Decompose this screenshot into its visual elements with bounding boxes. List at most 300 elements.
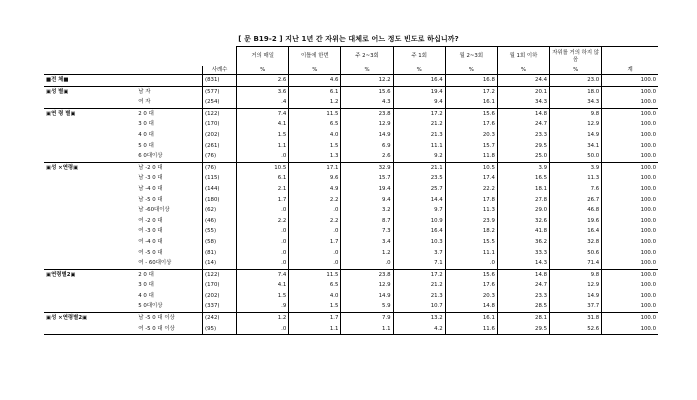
percent-cell: 100.0 xyxy=(602,195,658,206)
percent-cell: 7.3 xyxy=(341,226,393,237)
percent-cell: 1.7 xyxy=(289,313,341,324)
percent-cell: 14.9 xyxy=(341,130,393,141)
percent-cell: 1.1 xyxy=(289,324,341,335)
row-sub-label: 남 자 xyxy=(132,86,202,97)
percent-cell: 100.0 xyxy=(602,119,658,130)
table-row xyxy=(44,108,658,119)
percent-cell: 16.5 xyxy=(497,173,549,184)
percent-cell: 16.8 xyxy=(445,75,497,87)
row-sub-label: 2 0 대 xyxy=(132,269,202,280)
percent-cell: 2.2 xyxy=(237,216,289,227)
percent-cell: 15.6 xyxy=(445,108,497,119)
percent-cell: 17.1 xyxy=(289,162,341,173)
percent-cell: .0 xyxy=(237,151,289,162)
table-body xyxy=(44,75,658,335)
percent-cell: 100.0 xyxy=(602,237,658,248)
percent-cell: 41.8 xyxy=(497,226,549,237)
percent-cell: 23.8 xyxy=(341,269,393,280)
percent-cell: 17.4 xyxy=(445,173,497,184)
table-row xyxy=(44,75,658,87)
percent-cell: 16.1 xyxy=(445,97,497,108)
row-group-label xyxy=(44,119,132,130)
percent-cell: 12.2 xyxy=(341,75,393,87)
percent-cell: 17.8 xyxy=(445,195,497,206)
row-group-label: ■전 체■ xyxy=(46,77,69,83)
percent-cell: 14.8 xyxy=(497,269,549,280)
percent-cell: 100.0 xyxy=(602,216,658,227)
percent-cell: 1.3 xyxy=(289,151,341,162)
column-header: 거의 매일 xyxy=(237,47,289,67)
percent-cell: 100.0 xyxy=(602,184,658,195)
column-header xyxy=(602,47,658,67)
percent-cell: 7.6 xyxy=(550,184,602,195)
percent-cell: 4.2 xyxy=(393,324,445,335)
row-sub-label: 여 자 xyxy=(138,99,151,106)
table-title: [ 문 B19-2 ] 지난 1년 간 자위는 대체로 어느 정도 빈도로 하십니까? xyxy=(238,35,459,43)
percent-cell: 1.5 xyxy=(237,291,289,302)
row-group-label xyxy=(44,291,132,302)
percent-cell: 100.0 xyxy=(602,226,658,237)
percent-cell: 7.4 xyxy=(237,269,289,280)
table-row xyxy=(44,195,658,206)
percent-cell: 10.5 xyxy=(237,162,289,173)
n-header: 사례수 xyxy=(203,66,237,75)
percent-cell: 9.7 xyxy=(393,205,445,216)
row-sub-label: 남 -5 0 대 이상 xyxy=(132,313,202,324)
sample-count-cell: (242) xyxy=(203,313,237,324)
table-row xyxy=(44,151,658,162)
percent-cell: 17.2 xyxy=(445,86,497,97)
percent-cell: 14.8 xyxy=(445,301,497,312)
percent-cell: 7.1 xyxy=(393,258,445,269)
sample-count-cell: (831) xyxy=(203,75,237,87)
percent-cell: 100.0 xyxy=(602,269,658,280)
sample-count-cell: (337) xyxy=(203,301,237,312)
percent-cell: 4.0 xyxy=(289,291,341,302)
table-row xyxy=(44,184,658,195)
percent-cell: 100.0 xyxy=(602,258,658,269)
sample-count-cell: (261) xyxy=(203,141,237,152)
percent-cell: 9.4 xyxy=(393,97,445,108)
percent-cell: 4.9 xyxy=(289,184,341,195)
row-group-label xyxy=(44,130,132,141)
table-row xyxy=(44,291,658,302)
table-row xyxy=(44,301,658,312)
percent-cell: 1.1 xyxy=(237,141,289,152)
sample-count-cell: (81) xyxy=(203,248,237,259)
percent-cell: 12.9 xyxy=(550,280,602,291)
percent-cell: 1.5 xyxy=(237,130,289,141)
percent-cell: 18.2 xyxy=(445,226,497,237)
table-row xyxy=(44,258,658,269)
table-row xyxy=(44,216,658,227)
percent-cell: .0 xyxy=(289,248,341,259)
row-sub-label: 남 -60대이상 xyxy=(138,207,170,214)
percent-cell: 9.8 xyxy=(550,269,602,280)
header-labels-row xyxy=(44,47,658,67)
percent-cell: 3.6 xyxy=(237,86,289,97)
percent-cell: 14.3 xyxy=(497,258,549,269)
percent-cell: 2.1 xyxy=(237,184,289,195)
row-sub-label: 여 - 60대이상 xyxy=(138,260,172,267)
sample-count-cell: (180) xyxy=(203,195,237,206)
percent-cell: 11.5 xyxy=(289,269,341,280)
table-row xyxy=(44,226,658,237)
percent-cell: 9.2 xyxy=(393,151,445,162)
row-group-label xyxy=(44,173,132,184)
table-row xyxy=(44,173,658,184)
row-group-label xyxy=(44,324,132,335)
percent-cell: 17.6 xyxy=(445,280,497,291)
sample-count-cell: (76) xyxy=(203,151,237,162)
percent-cell: 33.3 xyxy=(497,248,549,259)
percent-cell: 28.5 xyxy=(497,301,549,312)
percent-cell: 11.1 xyxy=(445,248,497,259)
row-group-label xyxy=(44,237,132,248)
table-row xyxy=(44,237,658,248)
percent-cell: 21.3 xyxy=(393,291,445,302)
percent-cell: 1.5 xyxy=(289,301,341,312)
percent-cell: 3.9 xyxy=(497,162,549,173)
percent-cell: 9.8 xyxy=(550,108,602,119)
sample-count-cell: (122) xyxy=(203,108,237,119)
percent-cell: 100.0 xyxy=(602,205,658,216)
table-row xyxy=(44,205,658,216)
row-group-label xyxy=(44,97,132,108)
percent-cell: 11.1 xyxy=(393,141,445,152)
percent-cell: 100.0 xyxy=(602,130,658,141)
percent-cell: 14.4 xyxy=(393,195,445,206)
percent-cell: 2.6 xyxy=(341,151,393,162)
row-group-label xyxy=(44,280,132,291)
percent-cell: 6.9 xyxy=(341,141,393,152)
table-row xyxy=(44,130,658,141)
percent-cell: 4.6 xyxy=(289,75,341,87)
row-sub-label: 4 0 대 xyxy=(138,131,154,138)
sample-count-cell: (254) xyxy=(203,97,237,108)
table-row xyxy=(44,324,658,335)
percent-cell: 4.1 xyxy=(237,280,289,291)
percent-cell: 20.1 xyxy=(497,86,549,97)
percent-cell: 21.2 xyxy=(393,280,445,291)
sample-count-cell: (122) xyxy=(203,269,237,280)
unit-label: % xyxy=(445,66,497,75)
percent-cell: 37.7 xyxy=(550,301,602,312)
percent-cell: 9.4 xyxy=(341,195,393,206)
percent-cell: 14.9 xyxy=(550,130,602,141)
crosstab-table xyxy=(44,46,658,335)
table-row xyxy=(44,162,658,173)
percent-cell: 11.6 xyxy=(445,324,497,335)
sample-count-cell: (577) xyxy=(203,86,237,97)
row-group-label xyxy=(44,216,132,227)
percent-cell: 20.3 xyxy=(445,130,497,141)
percent-cell: 12.9 xyxy=(341,280,393,291)
percent-cell: 21.2 xyxy=(393,119,445,130)
percent-cell: 50.0 xyxy=(550,151,602,162)
row-group-label xyxy=(44,195,132,206)
percent-cell: .4 xyxy=(237,97,289,108)
percent-cell: .0 xyxy=(237,248,289,259)
row-group-label xyxy=(44,141,132,152)
sample-count-cell: (76) xyxy=(203,162,237,173)
table-row xyxy=(44,141,658,152)
row-group-label: ▣성 ×연령별2▣ xyxy=(44,313,132,324)
percent-cell: 11.3 xyxy=(550,173,602,184)
percent-cell: 24.7 xyxy=(497,119,549,130)
percent-cell: 50.6 xyxy=(550,248,602,259)
row-group-label: ▣연 령 별▣ xyxy=(44,108,132,119)
percent-cell: 32.9 xyxy=(341,162,393,173)
percent-cell: 100.0 xyxy=(602,291,658,302)
table-row xyxy=(44,280,658,291)
table-row xyxy=(44,269,658,280)
percent-cell: 9.6 xyxy=(289,173,341,184)
percent-cell: 1.2 xyxy=(341,248,393,259)
row-sub-label xyxy=(132,75,202,87)
percent-cell: 14.9 xyxy=(341,291,393,302)
percent-cell: 16.4 xyxy=(393,226,445,237)
sample-count-cell: (55) xyxy=(203,226,237,237)
percent-cell: .0 xyxy=(237,324,289,335)
percent-cell: 29.5 xyxy=(497,141,549,152)
row-group-label: ▣성 ×연령▣ xyxy=(44,162,132,173)
column-header: 월 1회 이하 xyxy=(497,47,549,67)
sample-count-cell: (202) xyxy=(203,130,237,141)
percent-cell: 52.6 xyxy=(550,324,602,335)
percent-cell: 1.5 xyxy=(289,141,341,152)
row-sub-label: 6 0대이상 xyxy=(138,153,163,160)
percent-cell: .0 xyxy=(445,258,497,269)
row-group-label xyxy=(44,184,132,195)
percent-cell: 11.5 xyxy=(289,108,341,119)
percent-cell: 100.0 xyxy=(602,75,658,87)
percent-cell: 25.7 xyxy=(393,184,445,195)
table-header xyxy=(44,47,658,75)
percent-cell: .0 xyxy=(237,258,289,269)
percent-cell: 15.5 xyxy=(445,237,497,248)
sample-count-cell: (115) xyxy=(203,173,237,184)
percent-cell: 3.2 xyxy=(341,205,393,216)
percent-cell: 23.8 xyxy=(341,108,393,119)
percent-cell: 100.0 xyxy=(602,97,658,108)
percent-cell: 32.6 xyxy=(497,216,549,227)
percent-cell: 6.5 xyxy=(289,119,341,130)
percent-cell: 11.8 xyxy=(445,151,497,162)
percent-cell: 32.8 xyxy=(550,237,602,248)
percent-cell: 19.4 xyxy=(393,86,445,97)
unit-label: % xyxy=(393,66,445,75)
percent-cell: 15.7 xyxy=(341,173,393,184)
percent-cell: 12.9 xyxy=(550,119,602,130)
percent-cell: 15.6 xyxy=(445,269,497,280)
percent-cell: 100.0 xyxy=(602,162,658,173)
total-column-header: 계 xyxy=(602,66,658,75)
percent-cell: 22.2 xyxy=(445,184,497,195)
percent-cell: 20.3 xyxy=(445,291,497,302)
percent-cell: 23.3 xyxy=(497,291,549,302)
percent-cell: 100.0 xyxy=(602,248,658,259)
percent-cell: 10.9 xyxy=(393,216,445,227)
percent-cell: 34.1 xyxy=(550,141,602,152)
percent-cell: 29.0 xyxy=(497,205,549,216)
row-sub-label: 남 -4 0 대 xyxy=(138,185,163,192)
percent-cell: .0 xyxy=(341,258,393,269)
percent-cell: 31.8 xyxy=(550,313,602,324)
percent-cell: 6.1 xyxy=(237,173,289,184)
percent-cell: .0 xyxy=(237,226,289,237)
row-sub-label: 남 -5 0 대 xyxy=(138,196,163,203)
percent-cell: .0 xyxy=(289,226,341,237)
row-group-label xyxy=(44,248,132,259)
percent-cell: 2.6 xyxy=(237,75,289,87)
header-units-row xyxy=(44,66,658,75)
percent-cell: 3.4 xyxy=(341,237,393,248)
percent-cell: 2.2 xyxy=(289,216,341,227)
percent-cell: 21.3 xyxy=(393,130,445,141)
percent-cell: 27.8 xyxy=(497,195,549,206)
percent-cell: .0 xyxy=(289,205,341,216)
percent-cell: 46.8 xyxy=(550,205,602,216)
row-sub-label: 여 -3 0 대 xyxy=(138,228,163,235)
row-group-label: ▣연령별2▣ xyxy=(44,269,132,280)
percent-cell: 34.3 xyxy=(497,97,549,108)
percent-cell: 36.2 xyxy=(497,237,549,248)
table-row xyxy=(44,313,658,324)
row-group-label: ▣성 별▣ xyxy=(44,86,132,97)
percent-cell: 1.1 xyxy=(341,324,393,335)
table-row xyxy=(44,248,658,259)
unit-label: % xyxy=(550,66,602,75)
percent-cell: 1.2 xyxy=(289,97,341,108)
row-group-label xyxy=(44,301,132,312)
percent-cell: 23.3 xyxy=(497,130,549,141)
percent-cell: 3.7 xyxy=(393,248,445,259)
row-sub-label: 4 0 대 xyxy=(138,292,154,299)
percent-cell: 100.0 xyxy=(602,141,658,152)
percent-cell: .0 xyxy=(237,205,289,216)
row-sub-label: 남 -3 0 대 xyxy=(138,175,163,182)
row-sub-label: 3 0 대 xyxy=(138,121,154,128)
percent-cell: 100.0 xyxy=(602,173,658,184)
percent-cell: 14.9 xyxy=(550,291,602,302)
unit-label: % xyxy=(237,66,289,75)
row-sub-label: 5 0대이상 xyxy=(138,303,163,310)
percent-cell: 14.8 xyxy=(497,108,549,119)
percent-cell: 16.4 xyxy=(393,75,445,87)
percent-cell: 28.1 xyxy=(497,313,549,324)
percent-cell: 34.3 xyxy=(550,97,602,108)
unit-label: % xyxy=(289,66,341,75)
percent-cell: 17.2 xyxy=(393,269,445,280)
row-sub-label: 2 0 대 xyxy=(132,108,202,119)
percent-cell: 10.7 xyxy=(393,301,445,312)
percent-cell: 100.0 xyxy=(602,313,658,324)
percent-cell: 71.4 xyxy=(550,258,602,269)
percent-cell: .0 xyxy=(289,258,341,269)
row-sub-label: 여 -2 0 대 xyxy=(138,217,163,224)
percent-cell: 18.1 xyxy=(497,184,549,195)
table-row xyxy=(44,97,658,108)
sample-count-cell: (46) xyxy=(203,216,237,227)
percent-cell: 12.9 xyxy=(341,119,393,130)
percent-cell: 17.2 xyxy=(393,108,445,119)
percent-cell: 4.1 xyxy=(237,119,289,130)
percent-cell: 11.3 xyxy=(445,205,497,216)
row-sub-label: 남 -2 0 대 xyxy=(132,162,202,173)
row-sub-label: 3 0 대 xyxy=(138,282,154,289)
column-header: 주 1회 xyxy=(393,47,445,67)
sample-count-cell: (62) xyxy=(203,205,237,216)
percent-cell: 13.2 xyxy=(393,313,445,324)
percent-cell: 7.4 xyxy=(237,108,289,119)
table-row xyxy=(44,86,658,97)
row-group-label xyxy=(44,205,132,216)
sample-count-cell: (144) xyxy=(203,184,237,195)
percent-cell: 15.6 xyxy=(341,86,393,97)
percent-cell: 4.3 xyxy=(341,97,393,108)
percent-cell: 24.7 xyxy=(497,280,549,291)
percent-cell: 100.0 xyxy=(602,151,658,162)
row-group-label xyxy=(44,226,132,237)
percent-cell: 6.5 xyxy=(289,280,341,291)
column-header: 자위를 거의 하지 않음 xyxy=(550,47,602,67)
percent-cell: 16.1 xyxy=(445,313,497,324)
percent-cell: 10.5 xyxy=(445,162,497,173)
percent-cell: 19.6 xyxy=(550,216,602,227)
percent-cell: 16.4 xyxy=(550,226,602,237)
column-header: 주 2~3회 xyxy=(341,47,393,67)
sample-count-cell: (14) xyxy=(203,258,237,269)
percent-cell: 17.6 xyxy=(445,119,497,130)
percent-cell: 23.0 xyxy=(550,75,602,87)
row-group-label xyxy=(44,258,132,269)
table-row xyxy=(44,119,658,130)
percent-cell: 1.7 xyxy=(237,195,289,206)
sample-count-cell: (58) xyxy=(203,237,237,248)
percent-cell: 5.9 xyxy=(341,301,393,312)
percent-cell: 100.0 xyxy=(602,301,658,312)
sample-count-cell: (202) xyxy=(203,291,237,302)
percent-cell: 21.1 xyxy=(393,162,445,173)
row-group-label xyxy=(44,151,132,162)
percent-cell: 23.5 xyxy=(393,173,445,184)
percent-cell: 10.3 xyxy=(393,237,445,248)
percent-cell: 1.7 xyxy=(289,237,341,248)
sample-count-cell: (170) xyxy=(203,119,237,130)
row-sub-label: 여 -5 0 대 이상 xyxy=(132,324,202,335)
percent-cell: 100.0 xyxy=(602,280,658,291)
percent-cell: 100.0 xyxy=(602,108,658,119)
column-header: 이틀에 한번 xyxy=(289,47,341,67)
percent-cell: 25.0 xyxy=(497,151,549,162)
unit-label: % xyxy=(341,66,393,75)
percent-cell: 7.9 xyxy=(341,313,393,324)
percent-cell: 8.7 xyxy=(341,216,393,227)
percent-cell: 18.0 xyxy=(550,86,602,97)
percent-cell: .0 xyxy=(237,237,289,248)
percent-cell: 26.7 xyxy=(550,195,602,206)
percent-cell: .9 xyxy=(237,301,289,312)
percent-cell: 6.1 xyxy=(289,86,341,97)
column-header: 월 2~3회 xyxy=(445,47,497,67)
percent-cell: 1.2 xyxy=(237,313,289,324)
percent-cell: 2.2 xyxy=(289,195,341,206)
percent-cell: 19.4 xyxy=(341,184,393,195)
percent-cell: 100.0 xyxy=(602,86,658,97)
percent-cell: 3.9 xyxy=(550,162,602,173)
percent-cell: 29.5 xyxy=(497,324,549,335)
